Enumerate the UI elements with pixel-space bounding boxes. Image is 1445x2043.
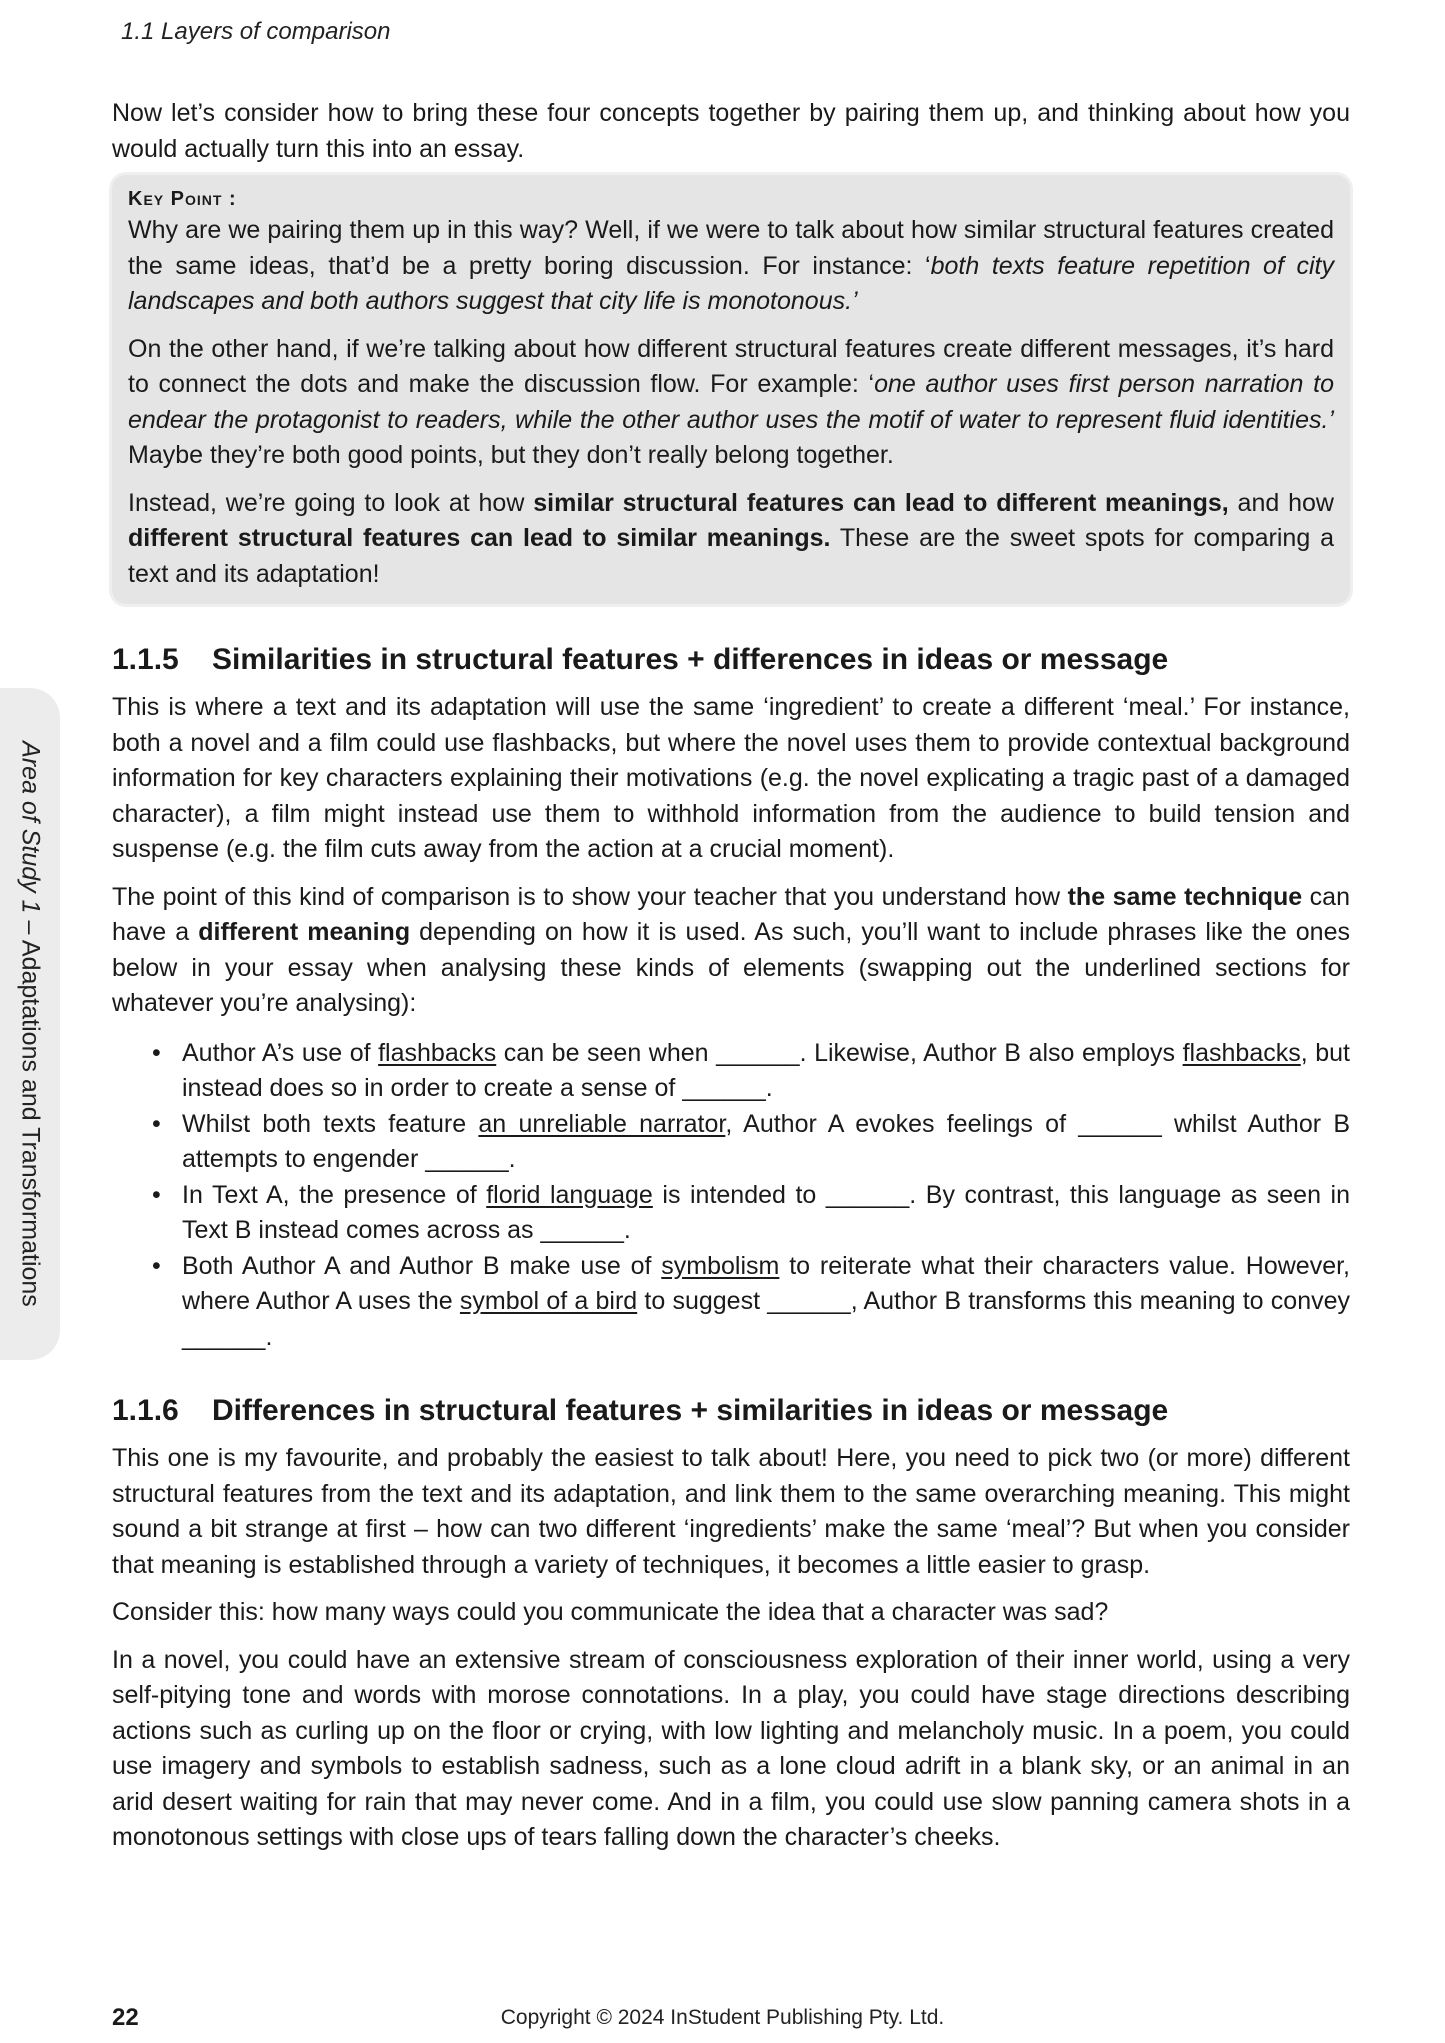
kp-p2-text: On the other hand, if we’re talking about how different structural features create different messages, it’s hard to connect the dots and make the discussion flow. For example: ‘ bbox=[128, 334, 1334, 398]
kp-p1-example: both texts feature repetition of city landscapes and both authors suggest that city life is monotonous.’ bbox=[128, 251, 1334, 315]
blank-line: ______ bbox=[540, 1216, 624, 1244]
page-number: 22 bbox=[112, 2004, 139, 2031]
section-115-paragraph-1: This is where a text and its adaptation will use the same ‘ingredient’ to create a different ‘meal.’ For instance, both a novel and a film could use flashbacks, but where the novel uses them to provide contextual background information for key characters explaining their motivations (e.g. the novel explicating a tragic past of a damaged character), a film might instead use them to withhold information from the audience to build tension and suspense (e.g. the film cuts away from the action at a crucial moment). bbox=[112, 693, 1350, 863]
section-heading-1-1-6 bbox=[112, 1391, 1350, 1431]
s115-p2-e: depending on how it is used. As such, you’ll want to include phrases like the ones below in your essay when analysing these kinds of elements (swapping out the underlined sections for whatever you’re analysing): bbox=[112, 918, 1350, 1017]
phrase-list bbox=[112, 1036, 1350, 1356]
side-tab-area: Area of Study 1 bbox=[16, 741, 45, 914]
s115-p2-c: can have a bbox=[112, 882, 1350, 946]
section-number: 1.1.5 bbox=[112, 643, 179, 676]
underlined-term: symbolism bbox=[661, 1251, 780, 1280]
key-point-paragraph-3 bbox=[128, 486, 1334, 593]
section-1-1-5 bbox=[112, 640, 1350, 1355]
s115-p2-bold-b: different meaning bbox=[198, 918, 411, 946]
kp-p3-bold-a: similar structural features can lead to different meanings, bbox=[533, 488, 1229, 517]
kp-p1-text: Why are we pairing them up in this way? Well, if we were to talk about how similar structural features created the same ideas, that’d be a pretty boring discussion. For instance: ‘ bbox=[128, 216, 1334, 280]
section-116-paragraph-2: Consider this: how many ways could you communicate the idea that a character was sad? bbox=[112, 1598, 1109, 1626]
underlined-term: flashbacks bbox=[1182, 1038, 1301, 1067]
s115-p2-a: The point of this kind of comparison is to show your teacher that you understand how bbox=[112, 882, 1068, 911]
copyright-notice: Copyright © 2024 InStudent Publishing Pty. Ltd. bbox=[500, 2006, 945, 2029]
kp-p3-text-b: and how bbox=[1228, 488, 1334, 517]
underlined-term: flashbacks bbox=[378, 1038, 497, 1067]
blank-line: ______ bbox=[1078, 1109, 1162, 1138]
kp-p3-text-c: These are the sweet spots for comparing a text and its adaptation! bbox=[128, 524, 1334, 588]
running-head: 1.1 Layers of comparison bbox=[121, 18, 391, 45]
section-heading-1-1-5 bbox=[112, 640, 1350, 680]
section-116-paragraph-1: This one is my favourite, and probably the easiest to talk about! Here, you need to pick two (or more) different structural features from the text and its adaptation, and link them to the same overarching meaning. This might sound a bit strange at first – how can two different ‘ingredients’ make the same ‘meal’? But when you consider that meaning is established through a variety of techniques, it becomes a little easier to grasp. bbox=[112, 1444, 1350, 1579]
kp-p3-text-a: Instead, we’re going to look at how bbox=[128, 488, 534, 517]
kp-p3-bold-b: different structural features can lead to similar meanings. bbox=[128, 524, 831, 552]
section-1-1-6 bbox=[112, 1391, 1350, 1856]
blank-line: ______ bbox=[716, 1038, 800, 1067]
underlined-term: an unreliable narrator bbox=[478, 1109, 726, 1138]
kp-p2-tail: Maybe they’re both good points, but they don’t really belong together. bbox=[128, 441, 894, 469]
key-point-paragraph-2 bbox=[128, 332, 1334, 474]
underlined-term: symbol of a bird bbox=[459, 1287, 638, 1315]
key-point-box bbox=[112, 175, 1350, 604]
section-title: Differences in structural features + similarities in ideas or message bbox=[212, 1394, 1169, 1427]
blank-line: ______ bbox=[425, 1145, 509, 1173]
section-115-paragraph-2 bbox=[112, 880, 1350, 1022]
blank-line: ______ bbox=[182, 1322, 266, 1351]
key-point-label: Key Point : bbox=[128, 188, 237, 210]
section-number: 1.1.6 bbox=[112, 1394, 179, 1427]
key-point-paragraph-1 bbox=[128, 213, 1334, 320]
underlined-term: florid language bbox=[486, 1180, 653, 1209]
list-item: • Author A’s use of flashbacks can be seen when ______. Likewise, Author B also employs flashbacks, but instead does so in order to create a sense of ______. bbox=[144, 1036, 1350, 1107]
side-tab-label bbox=[16, 741, 45, 1307]
s115-p2-bold-a: the same technique bbox=[1067, 882, 1303, 911]
list-item: • Both Author A and Author B make use of symbolism to reiterate what their characters value. However, where Author A uses the symbol of a bird to suggest ______, Author B transforms this meaning to convey ______. bbox=[144, 1249, 1350, 1356]
list-item: • Whilst both texts feature an unreliable narrator, Author A evokes feelings of ______ whilst Author B attempts to engender ______. bbox=[144, 1107, 1350, 1178]
blank-line: ______ bbox=[767, 1287, 851, 1315]
side-tab-subtitle: – Adaptations and Transformations bbox=[16, 913, 45, 1307]
blank-line: ______ bbox=[825, 1180, 910, 1209]
blank-line: ______ bbox=[682, 1074, 766, 1102]
kp-p2-example: one author uses first person narration to endear the protagonist to readers, while the other author uses the motif of water to represent fluid identities.’ bbox=[128, 370, 1334, 434]
section-116-paragraph-3: In a novel, you could have an extensive stream of consciousness exploration of their inner world, using a very self-pitying tone and words with morose connotations. In a play, you could have stage directions describing actions such as curling up on the floor or crying, with low lighting and melancholy music. In a poem, you could use imagery and symbols to establish sadness, such as a lone cloud adrift in a blank sky, or an animal in an arid desert waiting for rain that may never come. And in a film, you could use slow panning camera shots in a monotonous settings with close ups of tears falling down the character’s cheeks. bbox=[112, 1645, 1350, 1851]
page-content bbox=[112, 96, 1350, 1856]
intro-paragraph: Now let’s consider how to bring these four concepts together by pairing them up, and thinking about how you would actually turn this into an essay. bbox=[112, 99, 1350, 163]
section-title: Similarities in structural features + differences in ideas or message bbox=[212, 643, 1169, 676]
list-item: • In Text A, the presence of florid language is intended to ______. By contrast, this language as seen in Text B instead comes across as ______. bbox=[144, 1178, 1350, 1249]
